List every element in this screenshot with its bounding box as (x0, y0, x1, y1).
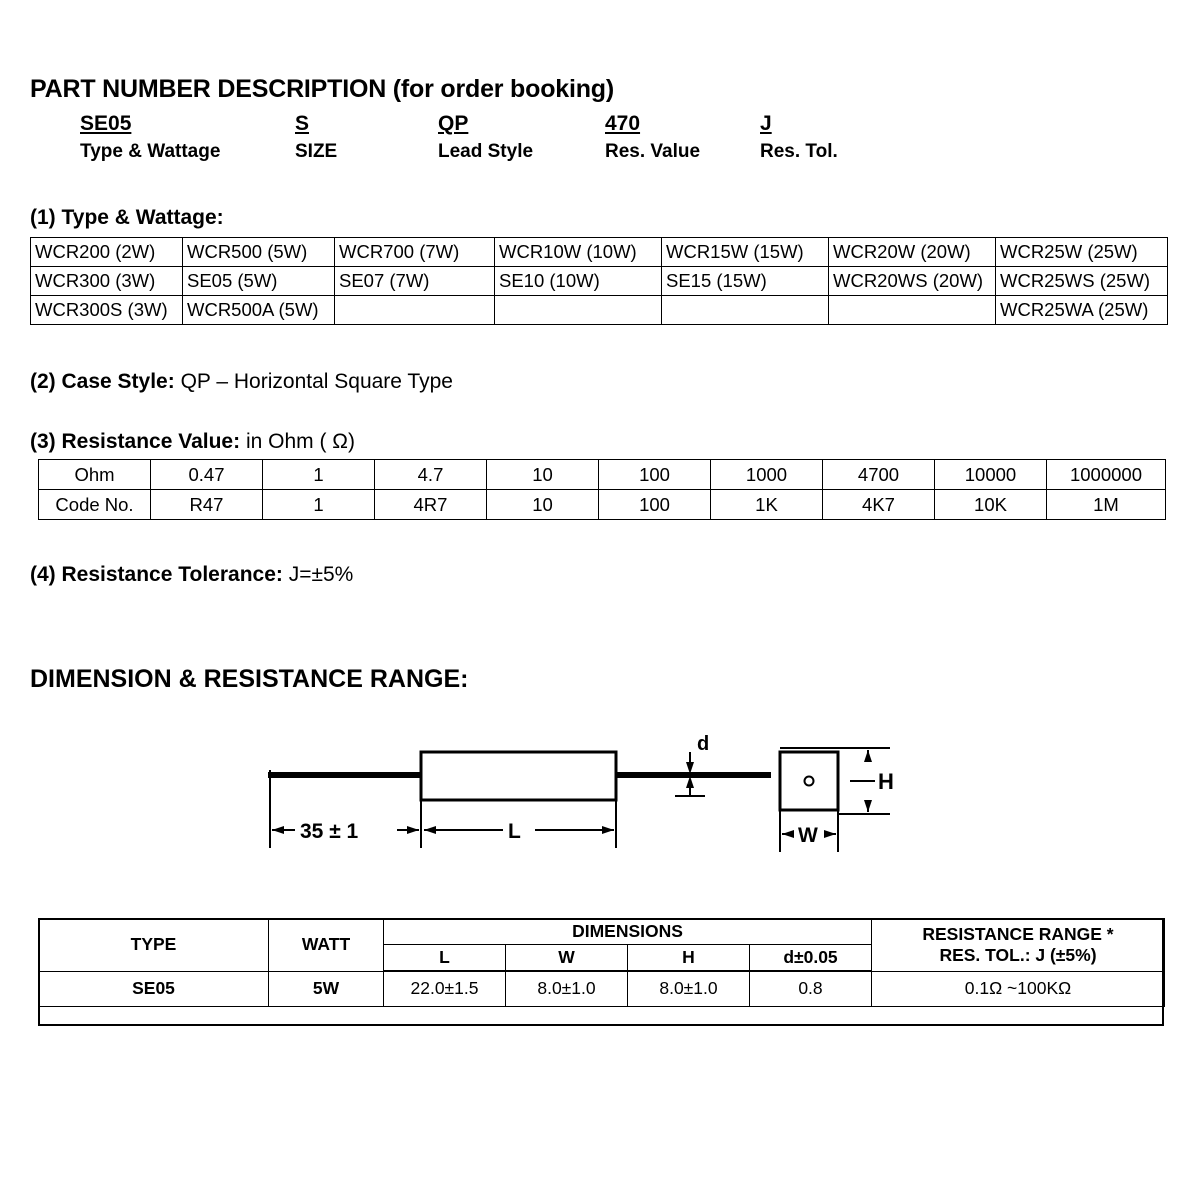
drawing-label-wire-dia: d (697, 733, 710, 755)
tolerance-label: (4) Resistance Tolerance: (30, 563, 283, 586)
part-label-res-value: Res. Value (605, 141, 701, 162)
section-heading-dimension-range: DIMENSION & RESISTANCE RANGE: (30, 665, 469, 693)
part-label-res-tol: Res. Tol. (760, 141, 838, 162)
case-style-value: QP – Horizontal Square Type (180, 370, 453, 393)
table-cell: WCR300S (3W) (31, 296, 183, 325)
table-cell: 4R7 (375, 490, 487, 520)
header-h: H (628, 945, 750, 972)
table-cell: 100 (599, 460, 711, 490)
table-cell: WCR500 (5W) (183, 238, 335, 267)
header-type: TYPE (39, 919, 269, 972)
table-cell: 1 (263, 460, 375, 490)
resistance-value-units: in Ohm ( Ω) (245, 430, 355, 453)
section-heading-resistance-value (30, 430, 355, 454)
table-cell: 4K7 (823, 490, 935, 520)
cell-d: 0.8 (750, 971, 872, 1006)
header-resistance-range (872, 919, 1165, 972)
part-code-type-wattage: SE05 (80, 112, 132, 135)
type-wattage-table (30, 237, 1168, 325)
table-cell: 0.47 (151, 460, 263, 490)
table-cell: SE15 (15W) (662, 267, 829, 296)
table-cell: 4.7 (375, 460, 487, 490)
table-cell: WCR700 (7W) (335, 238, 495, 267)
part-number-field-size (295, 112, 337, 163)
header-w: W (506, 945, 628, 972)
table-row (31, 238, 1168, 267)
drawing-label-height: H (878, 769, 894, 794)
drawing-label-width: W (798, 824, 818, 847)
cell-resistance-range: 0.1Ω ~100KΩ (872, 971, 1165, 1006)
table-row (31, 267, 1168, 296)
table-cell: R47 (151, 490, 263, 520)
table-cell: 1 (263, 490, 375, 520)
case-style-label: (2) Case Style: (30, 370, 175, 393)
part-number-description-title: PART NUMBER DESCRIPTION (for order booking) (30, 75, 614, 103)
header-resistance-range-line1: RESISTANCE RANGE * (922, 923, 1114, 944)
table-row (39, 460, 1166, 490)
table-header-row (39, 919, 1165, 945)
table-row (39, 971, 1165, 1006)
table-cell: 10 (487, 490, 599, 520)
table-cell: WCR20W (20W) (829, 238, 996, 267)
header-d: d±0.05 (750, 945, 872, 972)
part-label-lead-style: Lead Style (438, 141, 534, 162)
table-cell: 100 (599, 490, 711, 520)
table-row (39, 490, 1166, 520)
table-cell: WCR25WS (25W) (996, 267, 1168, 296)
table-cell: 1M (1047, 490, 1166, 520)
section-heading-case-style (30, 370, 453, 394)
table-cell (829, 296, 996, 325)
table-cell: Ohm (39, 460, 151, 490)
table-cell (495, 296, 662, 325)
table-cell: WCR500A (5W) (183, 296, 335, 325)
table-cell: SE07 (7W) (335, 267, 495, 296)
header-l: L (384, 945, 506, 972)
drawing-label-lead-length: 35 ± 1 (300, 820, 359, 843)
resistance-value-label: (3) Resistance Value: (30, 430, 241, 453)
table-cell (335, 296, 495, 325)
section-heading-tolerance (30, 563, 353, 587)
cell-h: 8.0±1.0 (628, 971, 750, 1006)
section-heading-type-wattage: (1) Type & Wattage: (30, 206, 224, 229)
table-cell: 10 (487, 460, 599, 490)
table-cell: WCR25W (25W) (996, 238, 1168, 267)
header-resistance-range-line2: RES. TOL.: J (±5%) (939, 944, 1097, 965)
cell-type: SE05 (39, 971, 269, 1006)
table-cell: 10000 (935, 460, 1047, 490)
part-code-res-value: 470 (605, 112, 641, 135)
table-cell: 1000 (711, 460, 823, 490)
part-label-size: SIZE (295, 141, 338, 162)
table-row (31, 296, 1168, 325)
table-cell: WCR15W (15W) (662, 238, 829, 267)
dimension-resistance-table (38, 918, 1165, 1007)
table-cell: SE10 (10W) (495, 267, 662, 296)
part-code-lead-style: QP (438, 112, 469, 135)
cell-watt: 5W (269, 971, 384, 1006)
resistor-dimension-drawing (250, 730, 950, 895)
tolerance-value: J=±5% (288, 563, 354, 586)
table-cell: SE05 (5W) (183, 267, 335, 296)
header-dimensions: DIMENSIONS (384, 919, 872, 945)
table-cell: WCR10W (10W) (495, 238, 662, 267)
table-cell (662, 296, 829, 325)
table-cell: 10K (935, 490, 1047, 520)
cell-w: 8.0±1.0 (506, 971, 628, 1006)
part-number-field-res-tol (760, 112, 838, 163)
cell-l: 22.0±1.5 (384, 971, 506, 1006)
part-number-field-type-wattage (80, 112, 220, 163)
part-number-field-lead-style (438, 112, 533, 163)
part-number-fields (30, 112, 930, 172)
table-cell: WCR200 (2W) (31, 238, 183, 267)
header-watt: WATT (269, 919, 384, 972)
part-code-res-tol: J (760, 112, 772, 135)
table-cell: WCR20WS (20W) (829, 267, 996, 296)
resistance-value-table (38, 459, 1166, 520)
part-code-size: S (295, 112, 310, 135)
part-number-field-res-value (605, 112, 700, 163)
table-cell: WCR25WA (25W) (996, 296, 1168, 325)
drawing-label-body-length: L (508, 820, 521, 843)
table-cell: Code No. (39, 490, 151, 520)
table-cell: 1K (711, 490, 823, 520)
part-label-type-wattage: Type & Wattage (80, 141, 221, 162)
table-cell: WCR300 (3W) (31, 267, 183, 296)
table-cell: 1000000 (1047, 460, 1166, 490)
table-cell: 4700 (823, 460, 935, 490)
